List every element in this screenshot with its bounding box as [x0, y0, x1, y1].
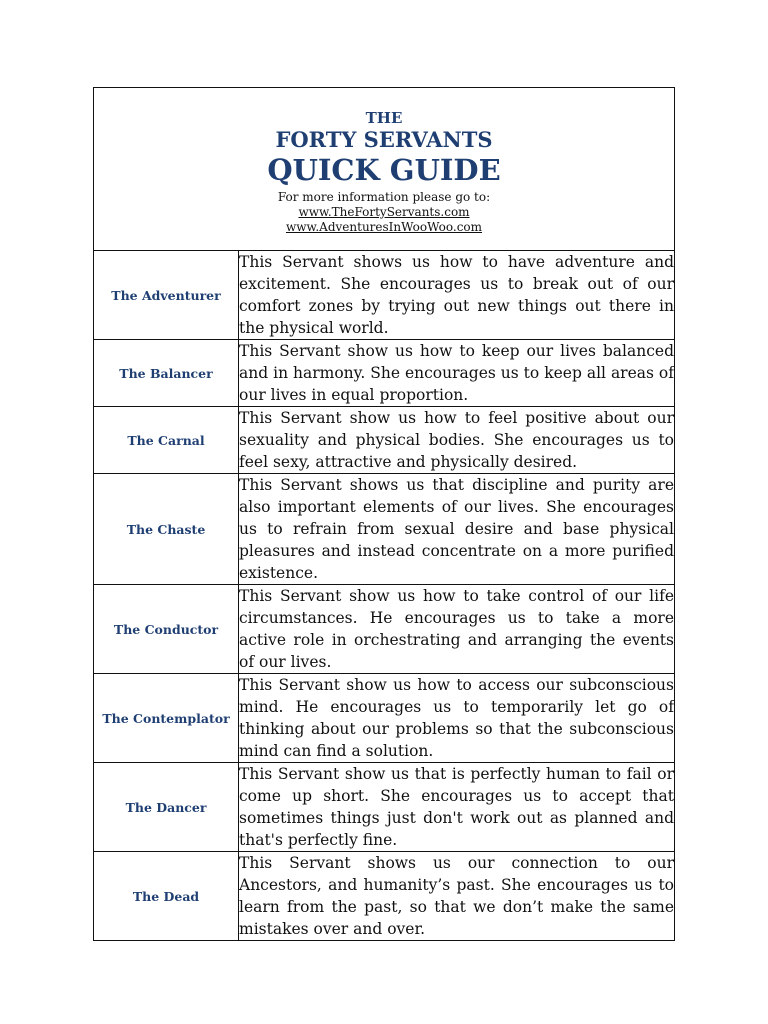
servant-name: The Chaste: [94, 474, 239, 585]
title-forty-servants: FORTY SERVANTS: [275, 127, 493, 152]
servant-name: The Balancer: [94, 340, 239, 407]
title-quick-guide: QUICK GUIDE: [267, 153, 501, 187]
servant-description: This Servant shows us that discipline and purity are also important elements of our lives. She encourages us to refrain from sexual desire and base physical pleasures and instead concentrate on a more purified existence.: [239, 474, 675, 585]
table-row: [94, 763, 675, 852]
servant-name: The Dancer: [94, 763, 239, 852]
table-row: [94, 340, 675, 407]
info-text: For more information please go to:: [277, 190, 491, 204]
servant-name: The Carnal: [94, 407, 239, 474]
guide-header: [94, 88, 675, 251]
table-row: [94, 407, 675, 474]
table-row: [94, 251, 675, 340]
quick-guide-table: [93, 87, 675, 941]
servant-description: This Servant shows us our connection to our Ancestors, and humanity’s past. She encourages us to learn from the past, so that we don’t make the same mistakes over and over.: [239, 852, 675, 941]
table-row: [94, 674, 675, 763]
servant-description: This Servant shows us how to have adventure and excitement. She encourages us to break out of our comfort zones by trying out new things out there in the physical world.: [239, 251, 675, 340]
table-row: [94, 585, 675, 674]
servant-name: The Contemplator: [94, 674, 239, 763]
servant-description: This Servant show us how to take control of our life circumstances. He encourages us to take a more active role in orchestrating and arranging the events of our lives.: [239, 585, 675, 674]
link-forty-servants[interactable]: www.TheFortyServants.com: [298, 205, 470, 219]
servant-description: This Servant show us how to feel positive about our sexuality and physical bodies. She encourages us to feel sexy, attractive and physically desired.: [239, 407, 675, 474]
servant-description: This Servant show us that is perfectly human to fail or come up short. She encourages us to accept that sometimes things just don't work out as planned and that's perfectly fine.: [239, 763, 675, 852]
servant-description: This Servant show us how to access our subconscious mind. He encourages us to temporarily let go of thinking about our problems so that the subconscious mind can find a solution.: [239, 674, 675, 763]
table-row: [94, 474, 675, 585]
servant-name: The Dead: [94, 852, 239, 941]
title-the: THE: [365, 109, 403, 127]
servant-name: The Conductor: [94, 585, 239, 674]
servant-description: This Servant show us how to keep our lives balanced and in harmony. She encourages us to keep all areas of our lives in equal proportion.: [239, 340, 675, 407]
table-row: [94, 852, 675, 941]
servant-name: The Adventurer: [94, 251, 239, 340]
header-row: [94, 88, 675, 251]
link-adventures-in-woowoo[interactable]: www.AdventuresInWooWoo.com: [285, 220, 483, 234]
